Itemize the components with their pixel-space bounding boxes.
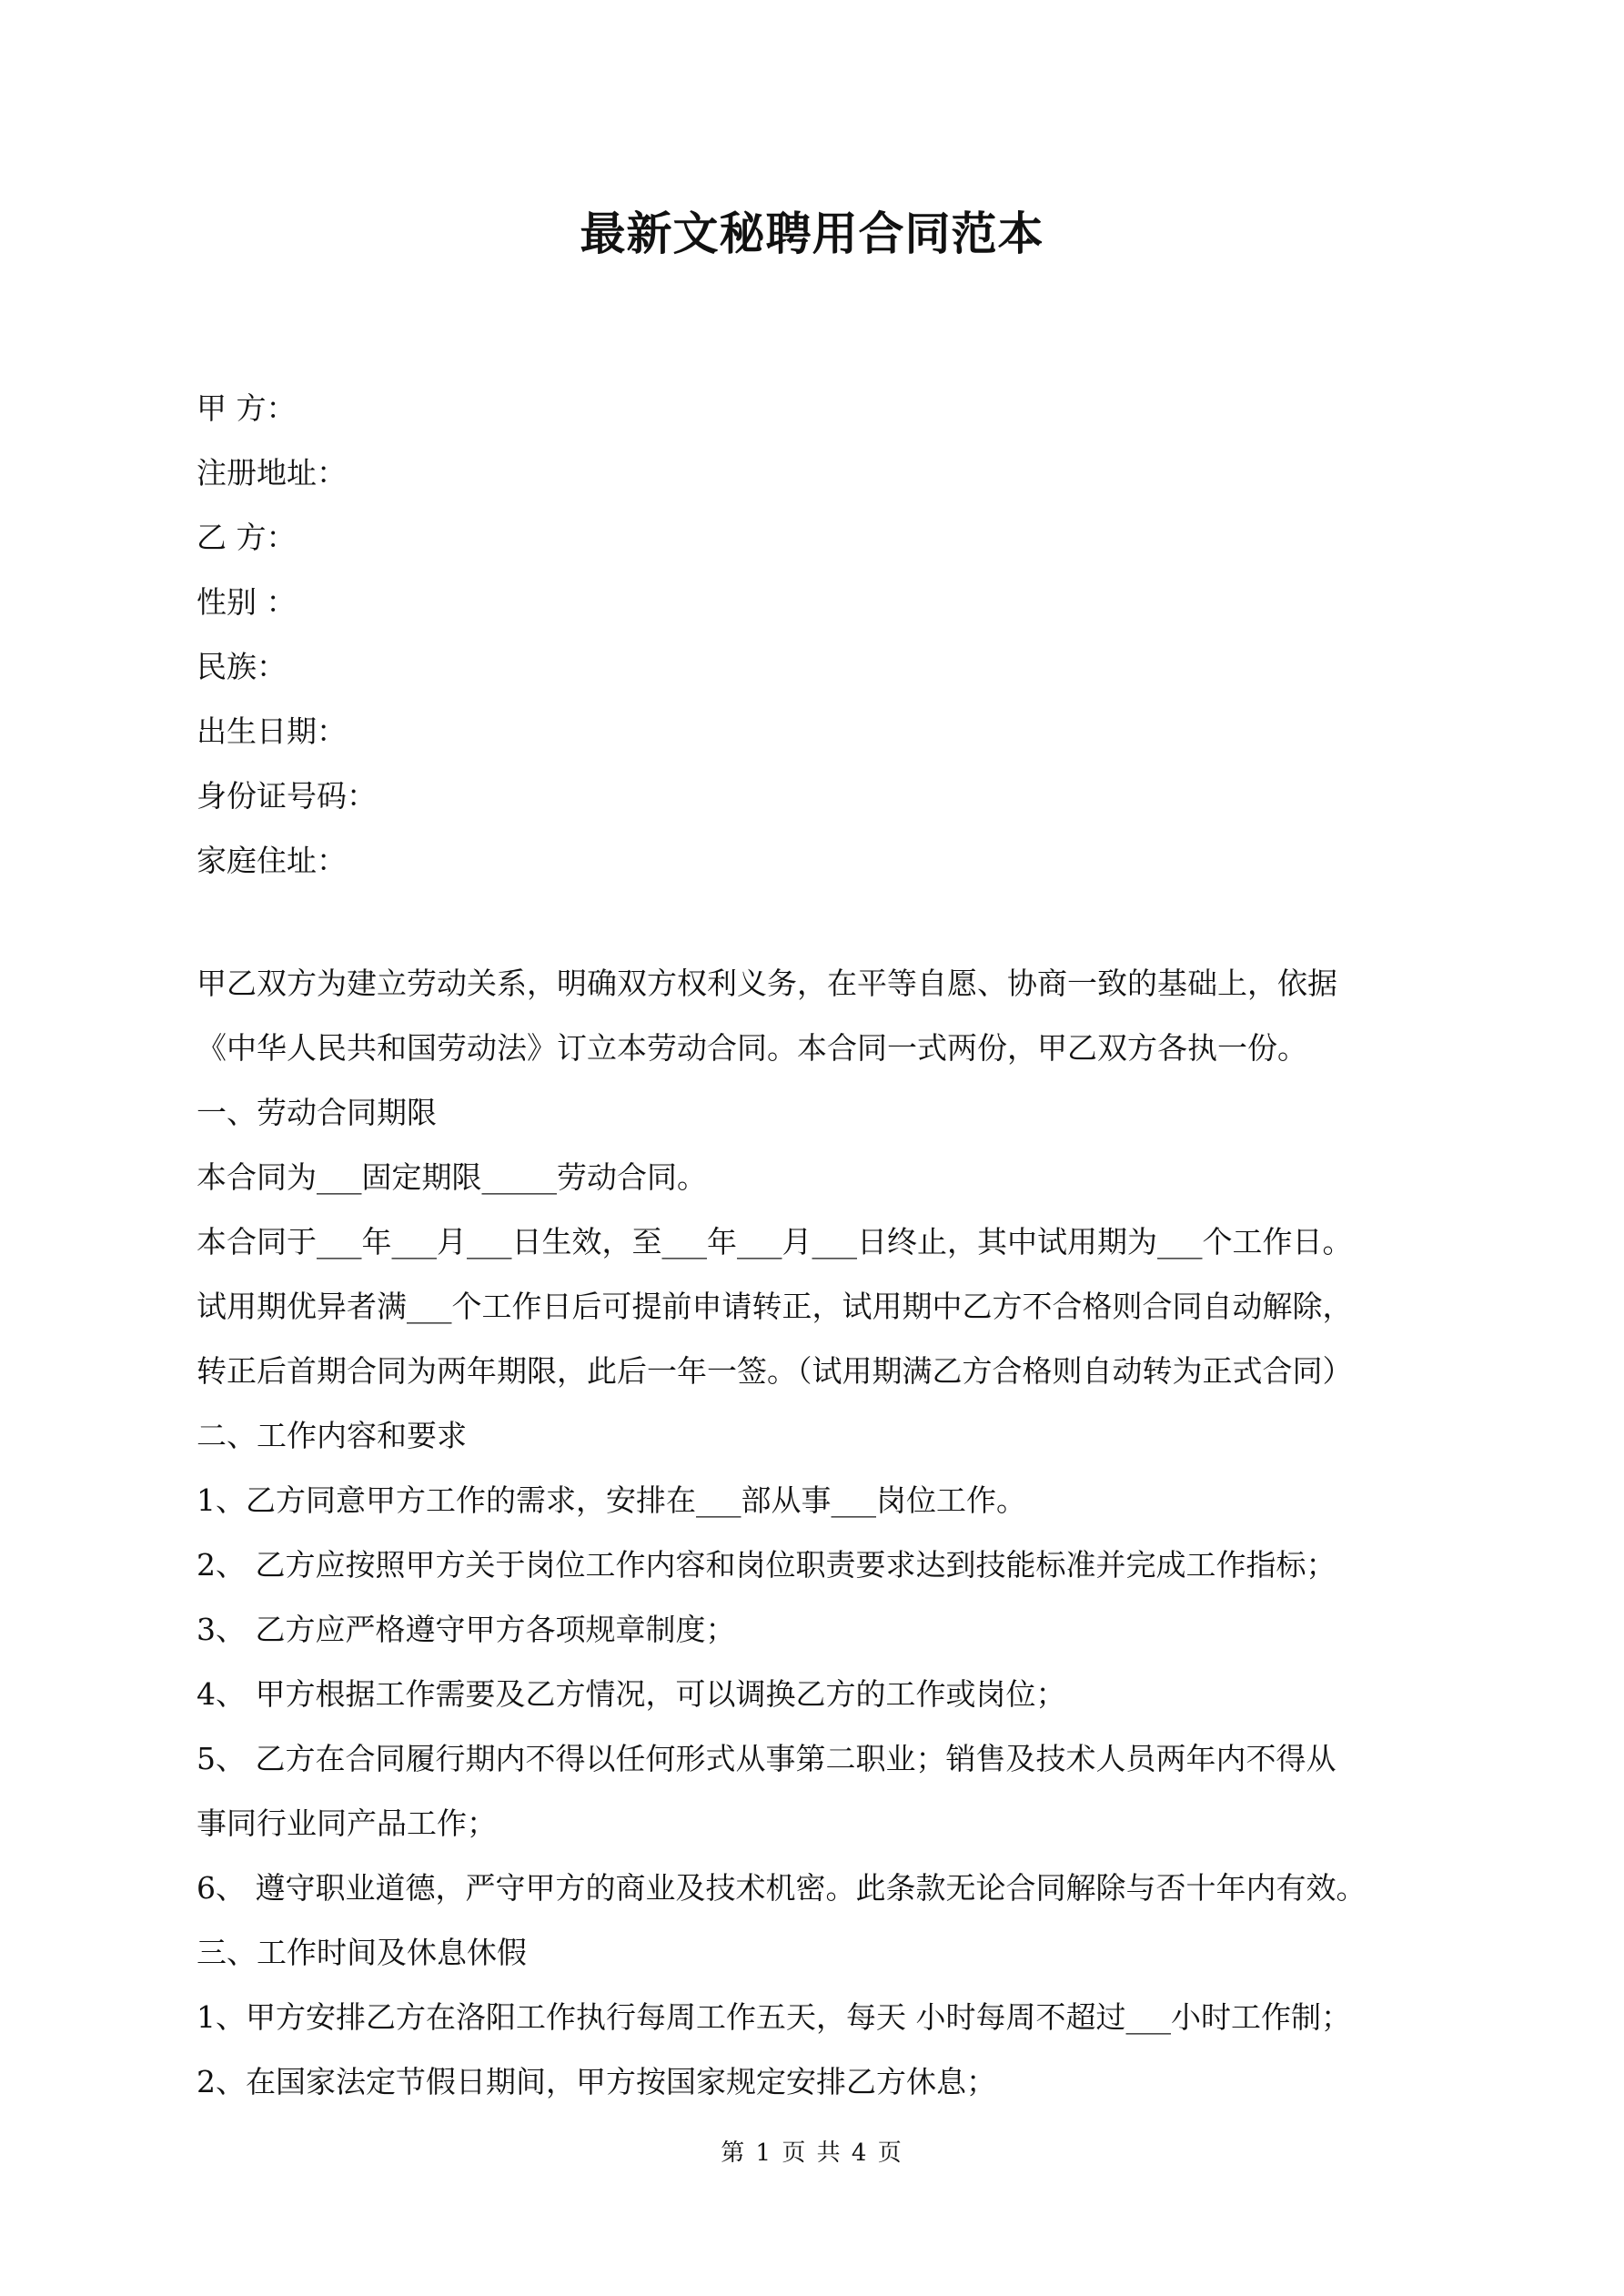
- info-field-home-address: 家庭住址：: [197, 843, 347, 878]
- info-field-registered-address: 注册地址：: [197, 455, 347, 491]
- body-line: 3、 乙方应严格遵守甲方各项规章制度；: [197, 1612, 736, 1647]
- body-line: 事同行业同产品工作；: [197, 1805, 497, 1841]
- body-line: 1、乙方同意甲方工作的需求，安排在___部从事___岗位工作。: [197, 1482, 1026, 1518]
- section-heading-work-hours: 三、工作时间及休息休假: [197, 1935, 527, 1970]
- body-line: 2、在国家法定节假日期间，甲方按国家规定安排乙方休息；: [197, 2064, 996, 2099]
- body-line: 5、 乙方在合同履行期内不得以任何形式从事第二职业；销售及技术人员两年内不得从: [197, 1741, 1337, 1776]
- info-field-gender: 性别 ：: [197, 584, 297, 620]
- info-field-party-a: 甲 方：: [197, 390, 297, 426]
- document-title: 最新文秘聘用合同范本: [580, 207, 1044, 260]
- body-line: 甲乙双方为建立劳动关系，明确双方权利义务，在平等自愿、协商一致的基础上，依据: [197, 966, 1337, 1001]
- party-info-section: [197, 376, 1443, 893]
- body-line: 转正后首期合同为两年期限，此后一年一签。（试用期满乙方合格则自动转为正式合同）: [197, 1353, 1353, 1389]
- info-field-id-number: 身份证号码：: [197, 778, 377, 814]
- body-line: 本合同为___固定期限_____劳动合同。: [197, 1159, 707, 1195]
- contract-body: [197, 951, 1443, 2114]
- body-line: 2、 乙方应按照甲方关于岗位工作内容和岗位职责要求达到技能标准并完成工作指标；: [197, 1547, 1337, 1583]
- info-field-party-b: 乙 方：: [197, 520, 297, 555]
- body-line: 《中华人民共和国劳动法》订立本劳动合同。本合同一式两份，甲乙双方各执一份。: [197, 1030, 1307, 1066]
- body-line: 6、 遵守职业道德，严守甲方的商业及技术机密。此条款无论合同解除与否十年内有效。: [197, 1870, 1367, 1906]
- body-line: 1、甲方安排乙方在洛阳工作执行每周工作五天，每天 小时每周不超过___小时工作制；: [197, 1999, 1351, 2035]
- section-heading-term: 一、劳动合同期限: [197, 1095, 437, 1130]
- page-number-footer: 第 1 页 共 4 页: [721, 2139, 903, 2167]
- section-heading-work-content: 二、工作内容和要求: [197, 1418, 467, 1453]
- body-line: 试用期优异者满___个工作日后可提前申请转正，试用期中乙方不合格则合同自动解除，: [197, 1289, 1353, 1324]
- body-line: 本合同于___年___月___日生效，至___年___月___日终止，其中试用期为___个工作日。: [197, 1224, 1353, 1259]
- body-line: 4、 甲方根据工作需要及乙方情况，可以调换乙方的工作或岗位；: [197, 1676, 1066, 1712]
- info-field-ethnicity: 民族：: [197, 649, 287, 684]
- info-field-birth-date: 出生日期：: [197, 713, 347, 749]
